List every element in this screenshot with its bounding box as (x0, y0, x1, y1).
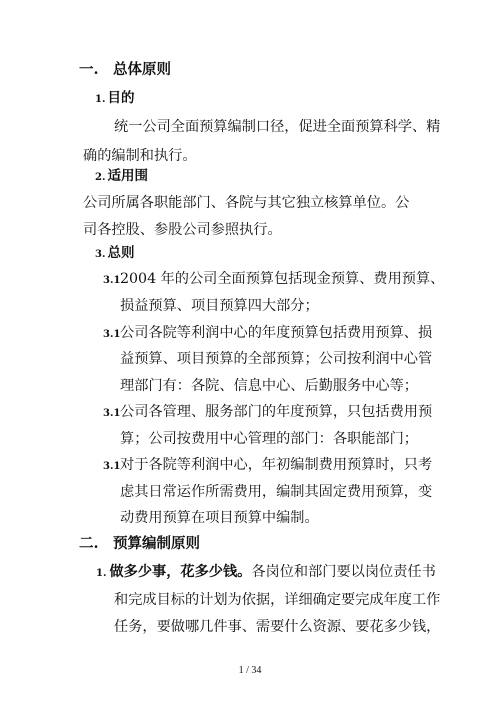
section-title: 总体原则 (113, 61, 171, 78)
subsection-heading: 1. 目的 (95, 90, 135, 106)
paragraph-line: 损益预算、项目预算四大部分； (120, 298, 319, 314)
paragraph-line: 和完成目标的计划为依据，详细确定要完成年度工作 (114, 592, 441, 608)
paragraph-line: 虑其日常运作所需费用，编制其固定费用预算，变 (120, 484, 433, 500)
section-number: 一. (79, 61, 99, 78)
paragraph-line: 司各控股、参股公司参照执行。 (83, 222, 282, 238)
section-heading (79, 534, 200, 554)
list-item: 3.1公司各管理、服务部门的年度预算，只包括费用预 (103, 404, 433, 420)
paragraph-line: 益预算、项目预算的全部预算；公司按利润中心管 (120, 351, 433, 367)
list-item: 3.1对于各院等利润中心，年初编制费用预算时，只考 (103, 457, 433, 473)
list-item: 3.1公司各院等利润中心的年度预算包括费用预算、损 (103, 325, 433, 341)
paragraph-line: 理部门有：各院、信息中心、后勤服务中心等； (120, 378, 418, 394)
paragraph-line: 动费用预算在项目预算中编制。 (120, 510, 319, 526)
paragraph-line: 公司所属各职能部门、各院与其它独立核算单位。公 (83, 195, 410, 211)
paragraph-line: 算；公司按费用中心管理的部门：各职能部门； (120, 431, 418, 447)
paragraph-line: 统一公司全面预算编制口径，促进全面预算科学、精 (114, 119, 441, 135)
section-heading (79, 60, 171, 80)
list-item: 3.12004 年的公司全面预算包括现金预算、费用预算、 (103, 271, 445, 287)
section-title: 预算编制原则 (113, 535, 200, 552)
subsection-heading: 1. 做多少事，花多少钱。各岗位和部门要以岗位责任书 (96, 564, 436, 580)
subsection-heading: 2. 适用围 (95, 168, 148, 184)
section-number: 二. (79, 535, 99, 552)
page-number: 1 / 34 (238, 665, 262, 676)
subsection-heading: 3. 总则 (95, 245, 135, 261)
paragraph-line: 确的编制和执行。 (83, 148, 197, 164)
paragraph-line: 任务，要做哪几件事、需要什么资源、要花多少钱， (114, 619, 441, 635)
